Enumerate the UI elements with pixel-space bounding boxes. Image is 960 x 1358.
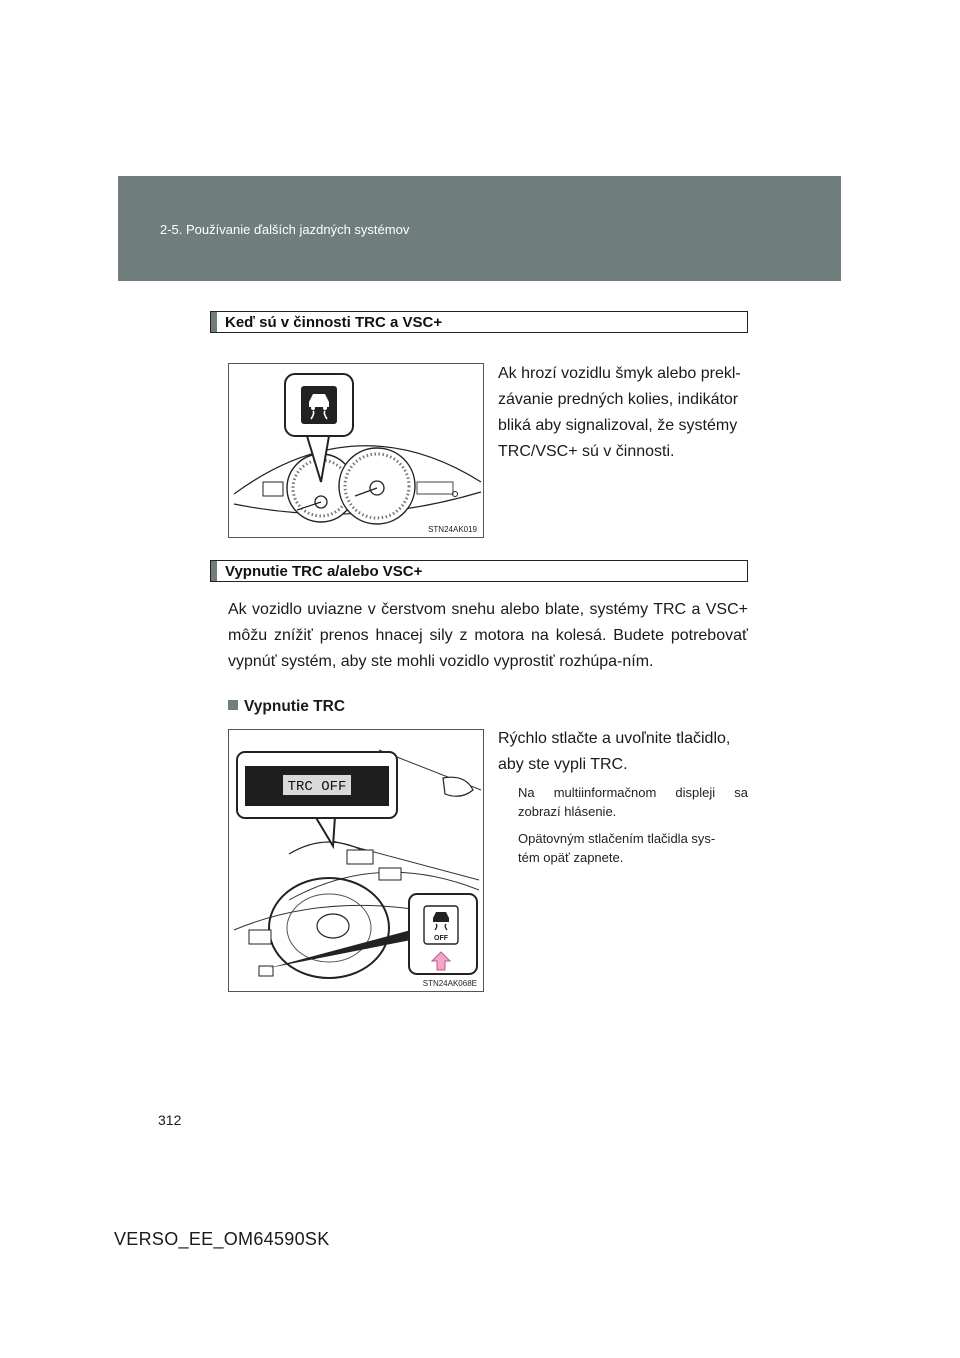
button-label: OFF	[434, 935, 448, 942]
text-line: zobrazí hlásenie.	[518, 804, 617, 819]
text-line: Rýchlo stlačte a uvoľnite tlačidlo,	[498, 730, 731, 747]
text-line: TRC/VSC+ sú v činnosti.	[498, 443, 675, 460]
document-code: VERSO_EE_OM64590SK	[114, 1229, 330, 1249]
section2-paragraph: Ak vozidlo uviazne v čerstvom snehu alebo blate, systémy TRC a VSC+ môžu znížiť prenos hnacej sily z motora na kolesá. Budete potrebovať vypnúť systém, aby ste mohli vozidlo vyprostiť rozhúpa-ním.	[228, 601, 748, 670]
dashboard-illustration	[229, 730, 484, 992]
page-number: 312	[158, 1112, 182, 1128]
text-line: Opätovným stlačením tlačidla sys-	[518, 831, 716, 846]
note-reenable	[518, 829, 748, 867]
instrument-cluster-figure	[228, 363, 484, 538]
dashboard-figure	[228, 729, 484, 992]
note-display-message	[518, 783, 748, 821]
text-line: bliká aby signalizoval, že systémy	[498, 417, 738, 434]
instrument-cluster-illustration	[229, 364, 484, 538]
breadcrumb: 2-5. Používanie ďalších jazdných systémov	[160, 222, 410, 237]
chapter-header	[118, 176, 841, 281]
bullet-square-icon	[228, 700, 238, 710]
text-line: aby ste vypli TRC.	[498, 756, 628, 773]
text-line: tém opäť zapnete.	[518, 850, 624, 865]
text-line: závanie predných kolies, indikátor	[498, 391, 739, 408]
section-title: Vypnutie TRC a/alebo VSC+	[225, 563, 423, 580]
figure-code: STN24AK068E	[422, 979, 477, 988]
section-title-bar	[210, 560, 748, 582]
display-message: TRC OFF	[287, 779, 347, 795]
section1-text	[498, 361, 748, 465]
section-title-bar	[210, 311, 748, 333]
subheading	[228, 698, 345, 716]
text-line: Ak hrozí vozidlu šmyk alebo prekl-	[498, 365, 741, 382]
instruction-text	[498, 726, 748, 778]
section-title: Keď sú v činnosti TRC a VSC+	[225, 314, 443, 331]
figure-code: STN24AK019	[428, 525, 477, 534]
subheading-text: Vypnutie TRC	[244, 698, 346, 715]
text-line: Na multiinformačnom displeji sa	[518, 785, 748, 800]
